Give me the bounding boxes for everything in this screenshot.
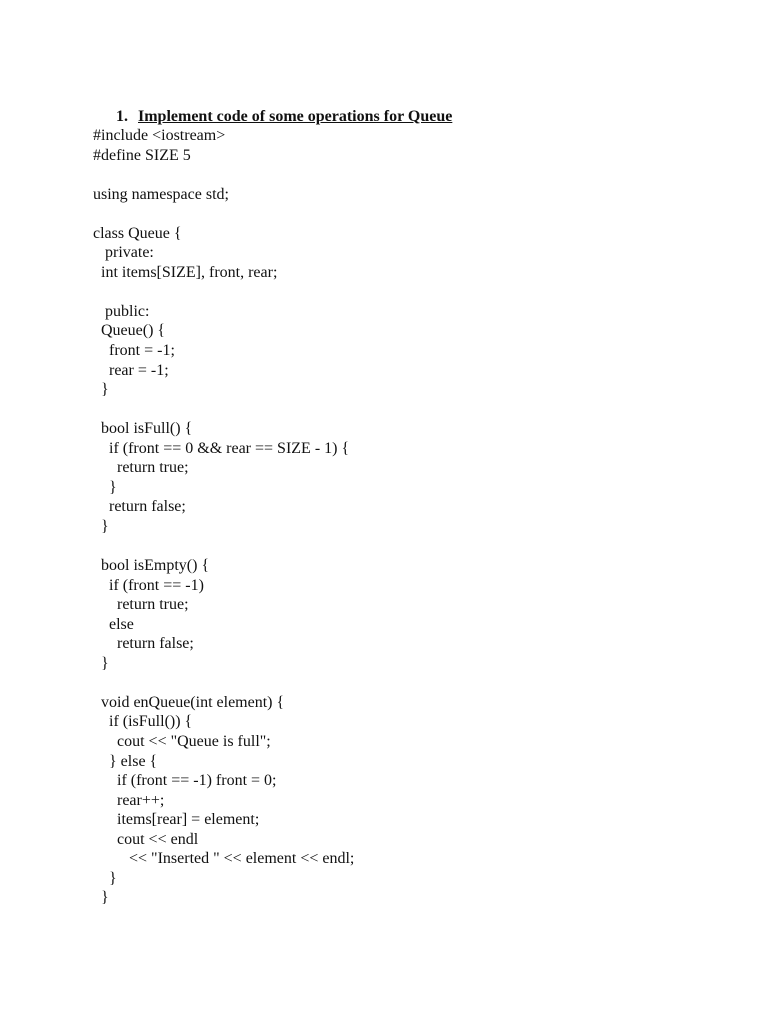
code-line: rear++; bbox=[93, 791, 165, 809]
code-line: return true; bbox=[93, 459, 189, 477]
code-line: } bbox=[93, 654, 109, 672]
code-line: Queue() { bbox=[93, 322, 166, 340]
heading-number: 1. bbox=[116, 108, 128, 125]
code-line: } bbox=[93, 517, 109, 535]
code-line: cout << endl bbox=[93, 830, 199, 848]
code-block bbox=[93, 126, 354, 908]
code-line bbox=[93, 165, 354, 185]
code-line: } bbox=[93, 381, 109, 399]
code-line: cout << "Queue is full"; bbox=[93, 732, 271, 750]
code-line: << "Inserted " << element << endl; bbox=[93, 850, 355, 868]
code-line: bool isFull() { bbox=[93, 420, 193, 438]
code-line bbox=[93, 536, 354, 556]
code-line: return false; bbox=[93, 635, 194, 653]
code-line: public: bbox=[93, 302, 150, 320]
code-line: if (front == 0 && rear == SIZE - 1) { bbox=[93, 439, 350, 457]
code-line: #include <iostream> bbox=[93, 127, 226, 144]
code-line: else bbox=[93, 615, 134, 633]
code-line: if (isFull()) { bbox=[93, 713, 193, 731]
code-line: rear = -1; bbox=[93, 361, 169, 379]
code-line: items[rear] = element; bbox=[93, 811, 260, 829]
code-line bbox=[93, 673, 354, 693]
code-line: if (front == -1) front = 0; bbox=[93, 772, 277, 790]
code-line: return false; bbox=[93, 498, 186, 516]
code-line: void enQueue(int element) { bbox=[93, 693, 285, 711]
code-line bbox=[93, 282, 354, 302]
code-line: int items[SIZE], front, rear; bbox=[93, 263, 278, 281]
code-line: private: bbox=[93, 244, 154, 262]
code-line: #define SIZE 5 bbox=[93, 146, 191, 164]
section-heading bbox=[116, 106, 452, 128]
code-line bbox=[93, 204, 354, 224]
code-line: } bbox=[93, 478, 117, 496]
code-line: } bbox=[93, 869, 117, 887]
code-line bbox=[93, 400, 354, 420]
code-line: if (front == -1) bbox=[93, 576, 204, 594]
code-line: } else { bbox=[93, 752, 158, 770]
code-line: return true; bbox=[93, 596, 189, 614]
code-line: front = -1; bbox=[93, 342, 175, 360]
code-line: } bbox=[93, 889, 109, 907]
heading-title: Implement code of some operations for Queue bbox=[138, 108, 453, 125]
code-line: using namespace std; bbox=[93, 185, 229, 203]
code-line: class Queue { bbox=[93, 224, 182, 242]
code-line: bool isEmpty() { bbox=[93, 557, 210, 575]
